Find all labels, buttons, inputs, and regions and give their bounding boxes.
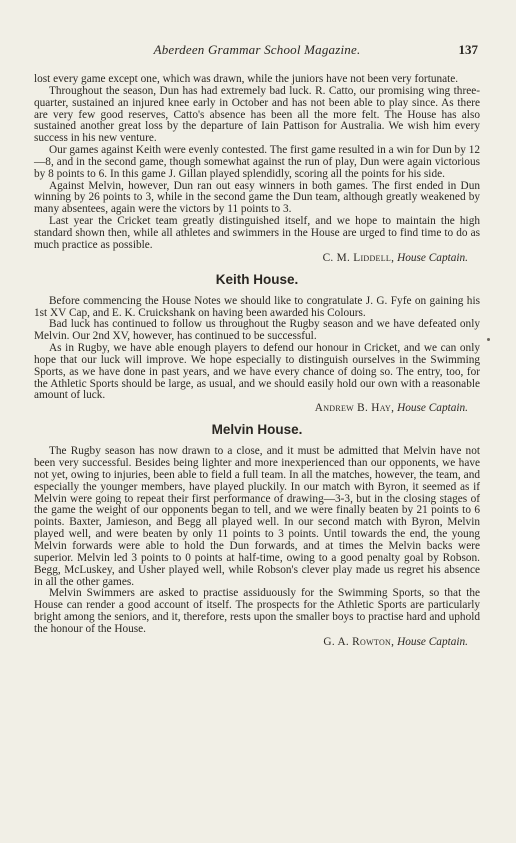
signature-role: House Captain. [397, 635, 468, 648]
print-speck [487, 338, 490, 341]
paragraph: Against Melvin, however, Dun ran out easy winners in both games. The first ended in Dun winning by 26 points to 3, while in the second game the Dun team, although greatly weakened by many absentees, again were the victors by 11 points to 3. [34, 179, 480, 216]
paragraph: Last year the Cricket team greatly distinguished itself, and we hope to maintain the high standard shown then, while all athletes and swimmers in the House are urged to find time to do as much practice as possible. [34, 215, 480, 251]
signature-role: House Captain. [397, 251, 468, 264]
signature-name: Andrew B. Hay, [314, 402, 395, 415]
signature-name: C. M. Liddell, [322, 251, 395, 264]
paragraph: Before commencing the House Notes we should like to congratulate J. G. Fyfe on gaining his 1st XV Cap, and E. K. Cruickshank on having been awarded his Colours. [34, 294, 480, 319]
section-heading: Melvin House. [211, 422, 303, 438]
signature [34, 636, 480, 648]
section-heading: Keith House. [215, 271, 299, 287]
page-number: 137 [458, 42, 478, 57]
signature [34, 252, 480, 264]
magazine-title: Aberdeen Grammar School Magazine. [153, 42, 361, 57]
paragraph: Bad luck has continued to follow us throughout the Rugby season and we have defeated only Melvin. Our 2nd XV, however, has continued to be successful. [34, 318, 480, 343]
keith-house-section [34, 272, 480, 415]
paragraph: Melvin Swimmers are asked to practise assiduously for the Swimming Sports, so that the House can render a good account of itself. The prospects for the Athletic Sports are particularly bright among the seniors, and it, therefore, rests upon the smaller boys to practise hard and uphold the honour of the House. [34, 587, 480, 635]
paragraph: Our games against Keith were evenly contested. The first game resulted in a win for Dun by 12—8, and in the second game, though somewhat against the run of play, Dun were again victorious by 8 points to 6. In this game J. Gillan played splendidly, scoring all the points for his side. [34, 144, 480, 180]
signature [34, 402, 480, 414]
paragraph: As in Rugby, we have able enough players to defend our honour in Cricket, and we can only hope that our luck will improve. We hope especially to distinguish ourselves in the Swimming Sports, as we have done in past years, and we have every chance of doing so. The entry, too, for the Athletic Sports should be large, as usual, and we should easily hold our own with a reasonable amount of luck. [34, 342, 480, 402]
paragraph: Throughout the season, Dun has had extremely bad luck. R. Catto, our promising wing three-quarter, sustained an injured knee early in October and has not been able to play since. As there are very few good reserves, Catto's absence has been all the more felt. The House has also sustained another great loss by the departure of Iain Pattison for Australia. We wish him every success in his new venture. [34, 84, 480, 145]
signature-role: House Captain. [397, 402, 468, 415]
dun-house-notes-continued [34, 74, 480, 264]
signature-name: G. A. Rowton, [323, 635, 395, 648]
running-head [34, 42, 480, 60]
paragraph: lost every game except one, which was drawn, while the juniors have not been very fortunate. [34, 73, 459, 85]
melvin-house-section [34, 422, 480, 648]
paragraph: The Rugby season has now drawn to a close, and it must be admitted that Melvin have not been very successful. Besides being lighter and more inexperienced than our opponents, we have not yet, owing to injuries, been able to field a full team. In all the matches, however, the team, and especially the younger members, have played pluckily. In our match with Byron, it seemed as if Melvin were going to repeat their first performance of drawing—3-3, but in the closing stages of the game the weight of our opponents began to tell, and we were finally beaten by 21 points to 6 points. Baxter, Jamieson, and Begg all played well. In our second match with Byron, Melvin played well, and were beaten by only 11 points to 3 points. Until towards the end, the young Melvin forwards were able to hold the Dun forwards, and at times the Melvin backs were superior. Melvin led 3 points to 0 points at half-time, owing to a good penalty goal by Robson. Begg, McLuskey, and Usher played well, while Robson's clever play made us regret his absence in all the other games. [34, 445, 480, 588]
